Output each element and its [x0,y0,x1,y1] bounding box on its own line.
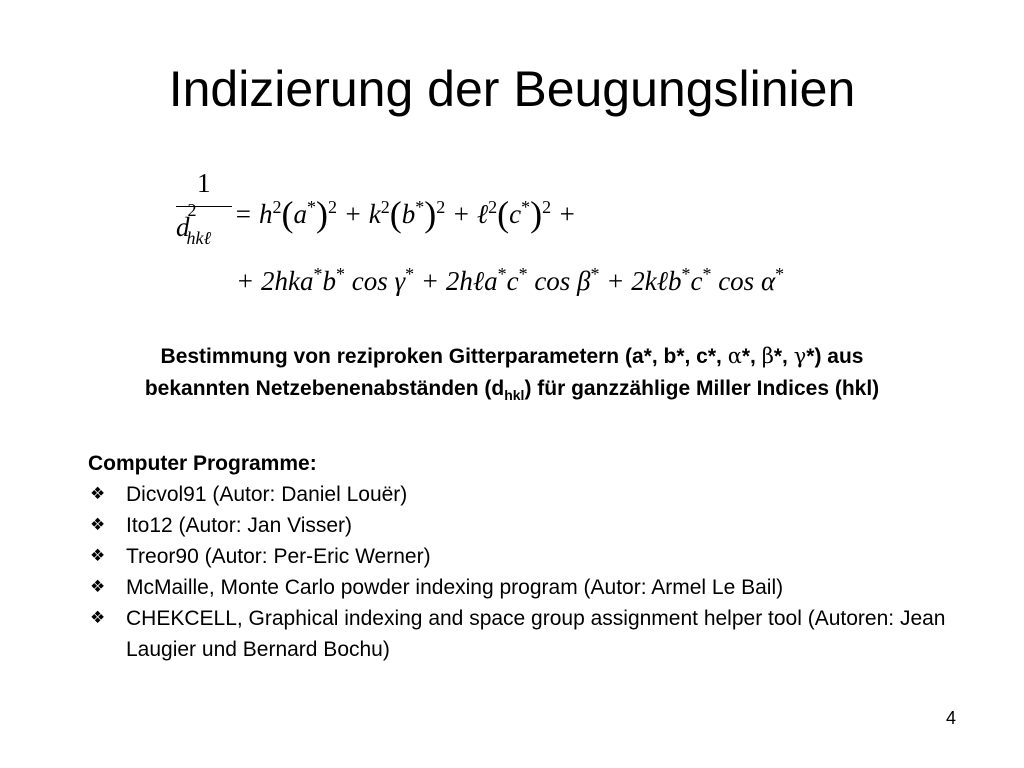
diamond-bullet-icon: ❖ [90,546,106,566]
list-item: ❖ Dicvol91 (Autor: Daniel Louër) [88,479,968,510]
formula-term: c [506,266,519,296]
formula-superscript: * [521,197,531,217]
formula-superscript: * [681,264,691,284]
close-paren: ) [424,194,437,234]
fraction-bar [176,206,232,207]
formula-term: + ℓ [445,199,489,229]
slide-title: Indizierung der Beugungslinien [168,61,856,117]
formula-superscript: * [335,264,345,284]
formula-term: b [322,266,336,296]
formula-term: cos β [527,266,591,296]
formula-superscript: * [306,197,316,217]
formula-rhs-line-2 [236,266,784,297]
open-paren: ( [281,194,294,234]
fraction-numerator: 1 [197,168,211,198]
formula-superscript: 2 [380,197,390,217]
computer-programs [88,448,968,665]
formula-superscript: * [518,264,528,284]
formula-term: cos α [711,266,776,296]
formula-term: + 2kℓb [599,266,682,296]
list-item: ❖ McMaille, Monte Carlo powder indexing program (Autor: Armel Le Bail) [88,572,968,603]
formula-superscript: 2 [488,197,498,217]
formula-superscript: * [405,264,415,284]
list-item: ❖ CHEKCELL, Graphical indexing and space group assignment helper tool (Autoren: Jean Laugier und Bernard Bochu) [88,603,968,665]
close-paren: ) [530,194,543,234]
list-item: ❖ Treor90 (Autor: Per-Eric Werner) [88,541,968,572]
formula-superscript: 2 [436,197,446,217]
fraction-denominator: $d^2_{hk\ell}$ [176,200,211,249]
formula-superscript: * [313,264,323,284]
diamond-bullet-icon: ❖ [90,577,106,597]
programs-heading: Computer Programme: [88,452,317,475]
formula-term: b [401,199,416,229]
close-paren: ) [315,194,328,234]
formula-term: c [509,199,522,229]
formula-term: + k [336,199,381,229]
formula-superscript: 2 [272,197,282,217]
formula-term: + 2hka [236,266,314,296]
formula-term: + [551,199,577,229]
list-item: ❖ Ito12 (Autor: Jan Visser) [88,510,968,541]
formula-superscript: * [775,264,785,284]
formula-superscript: 2 [327,197,337,217]
formula-term: cos γ [344,266,406,296]
formula-superscript: * [497,264,507,284]
diamond-bullet-icon: ❖ [90,515,106,535]
open-paren: ( [389,194,402,234]
formula-superscript: * [702,264,712,284]
formula-superscript: 2 [542,197,552,217]
formula-superscript: * [590,264,600,284]
programs-list [88,479,968,665]
formula-term: = h [234,199,273,229]
diamond-bullet-icon: ❖ [90,608,106,628]
page-number: 4 [946,708,957,728]
formula-term: + 2hℓa [414,266,498,296]
formula-term: a [293,199,307,229]
diamond-bullet-icon: ❖ [90,484,106,504]
formula-term: c [690,266,703,296]
statement-text: Bestimmung von reziproken Gitterparametern (a*, b*, c*, α*, β*, γ*) aus bekannten Netzebenenabständen $(d_{hkl})$ für ganzzählige Miller Indices (hkl) [144,344,880,404]
formula-line-2 [236,266,784,306]
open-paren: ( [497,194,510,234]
formula-superscript: * [415,197,425,217]
formula-rhs-line-1 [234,190,576,232]
